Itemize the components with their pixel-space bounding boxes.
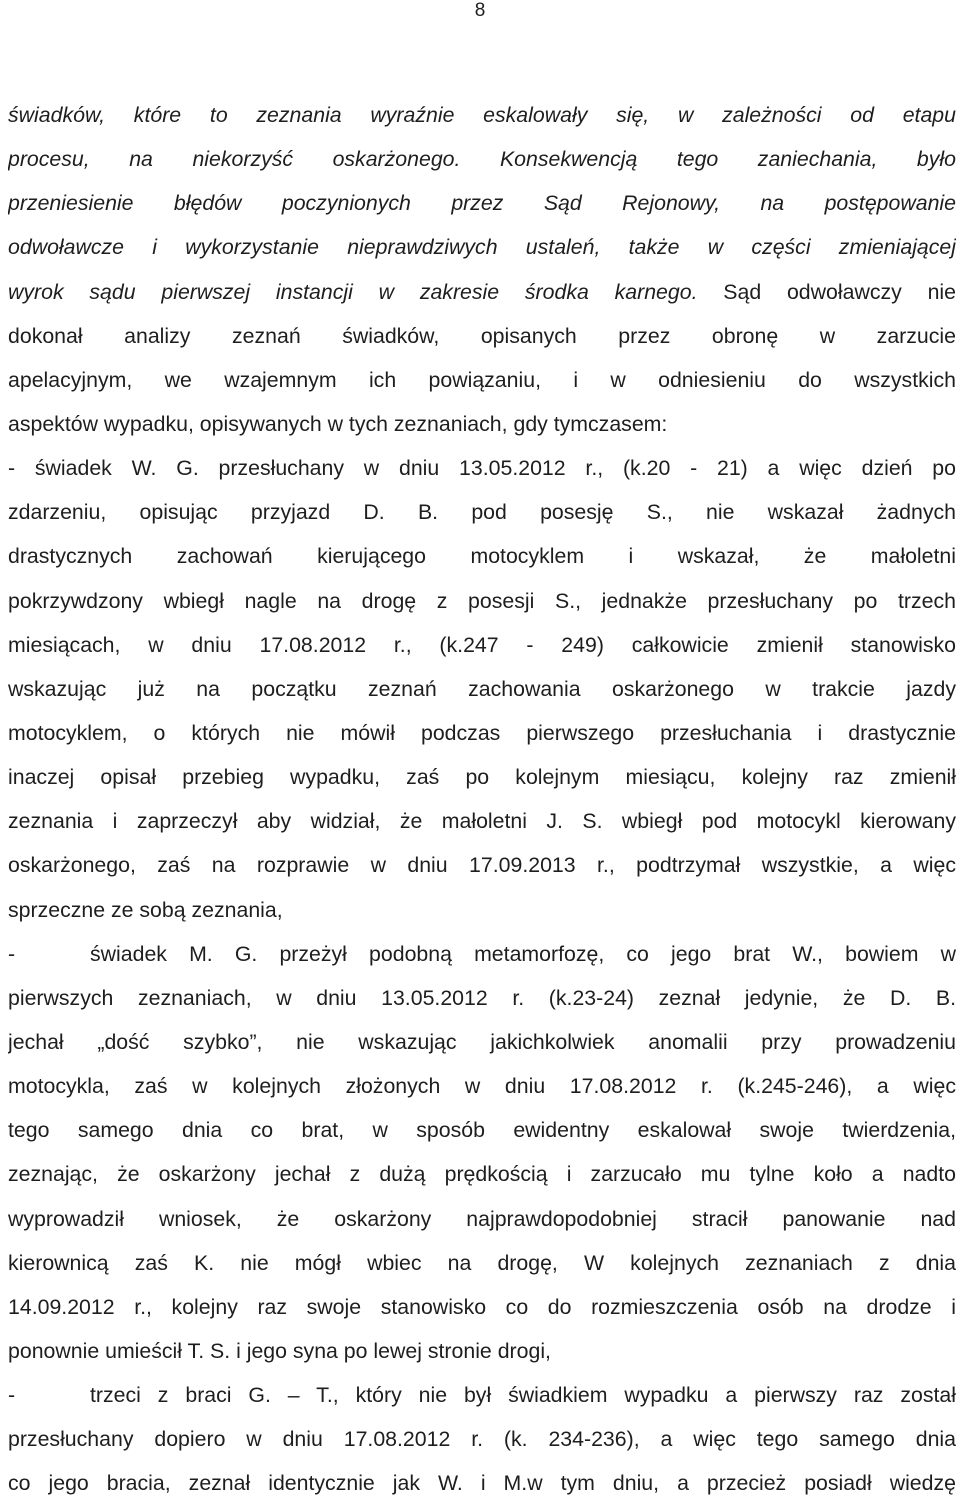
text-line: zdarzeniu, opisując przyjazd D. B. pod posesję S., nie wskazał żadnych	[8, 500, 956, 525]
text-line: miesiącach, w dniu 17.08.2012 r., (k.247 - 249) całkowicie zmienił stanowisko	[8, 632, 956, 657]
text-line: ponownie umieścił T. S. i jego syna po lewej stronie drogi,	[8, 1338, 551, 1363]
text-line: - świadek W. G. przesłuchany w dniu 13.05.2012 r., (k.20 - 21) a więc dzień po	[8, 456, 956, 481]
text-line: inaczej opisał przebieg wypadku, zaś po kolejnym miesiącu, kolejny raz zmienił	[8, 765, 956, 790]
list-item-text: trzeci z braci G. – T., który nie był świadkiem wypadku a pierwszy raz został	[90, 1383, 956, 1408]
normal-segment: Sąd odwoławczy nie	[697, 279, 956, 304]
text-line	[8, 270, 956, 314]
page-number: 8	[474, 0, 486, 21]
list-dash: -	[8, 1383, 16, 1408]
text-line: zeznania i zaprzeczył aby widział, że małoletni J. S. wbiegł pod motocykl kierowany	[8, 809, 956, 834]
italic-segment: wyrok sądu pierwszej instancji w zakresie środka karnego.	[8, 279, 698, 304]
text-line: wskazując już na początku zeznań zachowania oskarżonego w trakcie jazdy	[8, 676, 956, 701]
text-line: jechał „dość szybko”, nie wskazując jakichkolwiek anomalii przy prowadzeniu	[8, 1029, 956, 1054]
list-dash: -	[8, 941, 16, 966]
text-line: motocykla, zaś w kolejnych złożonych w dniu 17.08.2012 r. (k.245-246), a więc	[8, 1074, 956, 1099]
text-line: pierwszych zeznaniach, w dniu 13.05.2012 r. (k.23-24) zeznał jedynie, że D. B.	[8, 985, 956, 1010]
text-line: aspektów wypadku, opisywanych w tych zeznaniach, gdy tymczasem:	[8, 411, 668, 436]
text-line: świadków, które to zeznania wyraźnie eskalowały się, w zależności od etapu	[8, 103, 956, 127]
text-line: 14.09.2012 r., kolejny raz swoje stanowisko co do rozmieszczenia osób na drodze i	[8, 1294, 956, 1319]
text-line: motocyklem, o których nie mówił podczas pierwszego przesłuchania i drastycznie	[8, 720, 956, 745]
text-line: przeniesienie błędów poczynionych przez Sąd Rejonowy, na postępowanie	[8, 191, 956, 216]
text-line: odwoławcze i wykorzystanie nieprawdziwych ustaleń, także w części zmieniającej	[8, 235, 956, 260]
text-line: dokonał analizy zeznań świadków, opisanych przez obronę w zarzucie	[8, 323, 956, 348]
text-line: zeznając, że oskarżony jechał z dużą prędkością i zarzucało mu tylne koło a nadto	[8, 1162, 956, 1187]
text-line: procesu, na niekorzyść oskarżonego. Konsekwencją tego zaniechania, było	[8, 147, 956, 172]
text-line: co jego bracia, zeznał identycznie jak W. i M.w tym dniu, a przecież posiadł wiedzę	[8, 1471, 956, 1496]
text-line: kierownicą zaś K. nie mógł wbiec na drogę, W kolejnych zeznaniach z dnia	[8, 1250, 956, 1275]
text-line: wyprowadził wniosek, że oskarżony najprawdopodobniej stracił panowanie nad	[8, 1206, 956, 1231]
list-item-text: świadek M. G. przeżył podobną metamorfozę, co jego brat W., bowiem w	[90, 941, 956, 966]
text-line: sprzeczne ze sobą zeznania,	[8, 897, 283, 922]
text-line: oskarżonego, zaś na rozprawie w dniu 17.09.2013 r., podtrzymał wszystkie, a więc	[8, 853, 956, 878]
text-line: pokrzywdzony wbiegł nagle na drogę z posesji S., jednakże przesłuchany po trzech	[8, 588, 956, 613]
text-line: tego samego dnia co brat, w sposób ewidentny eskalował swoje twierdzenia,	[8, 1118, 956, 1143]
text-line: drastycznych zachowań kierującego motocyklem i wskazał, że małoletni	[8, 544, 956, 569]
list-item	[8, 1373, 956, 1417]
text-line: przesłuchany dopiero w dniu 17.08.2012 r. (k. 234-236), a więc tego samego dnia	[8, 1427, 956, 1452]
document-body	[8, 93, 956, 1506]
list-item	[8, 932, 956, 976]
text-line: apelacyjnym, we wzajemnym ich powiązaniu, i w odniesieniu do wszystkich	[8, 367, 956, 392]
